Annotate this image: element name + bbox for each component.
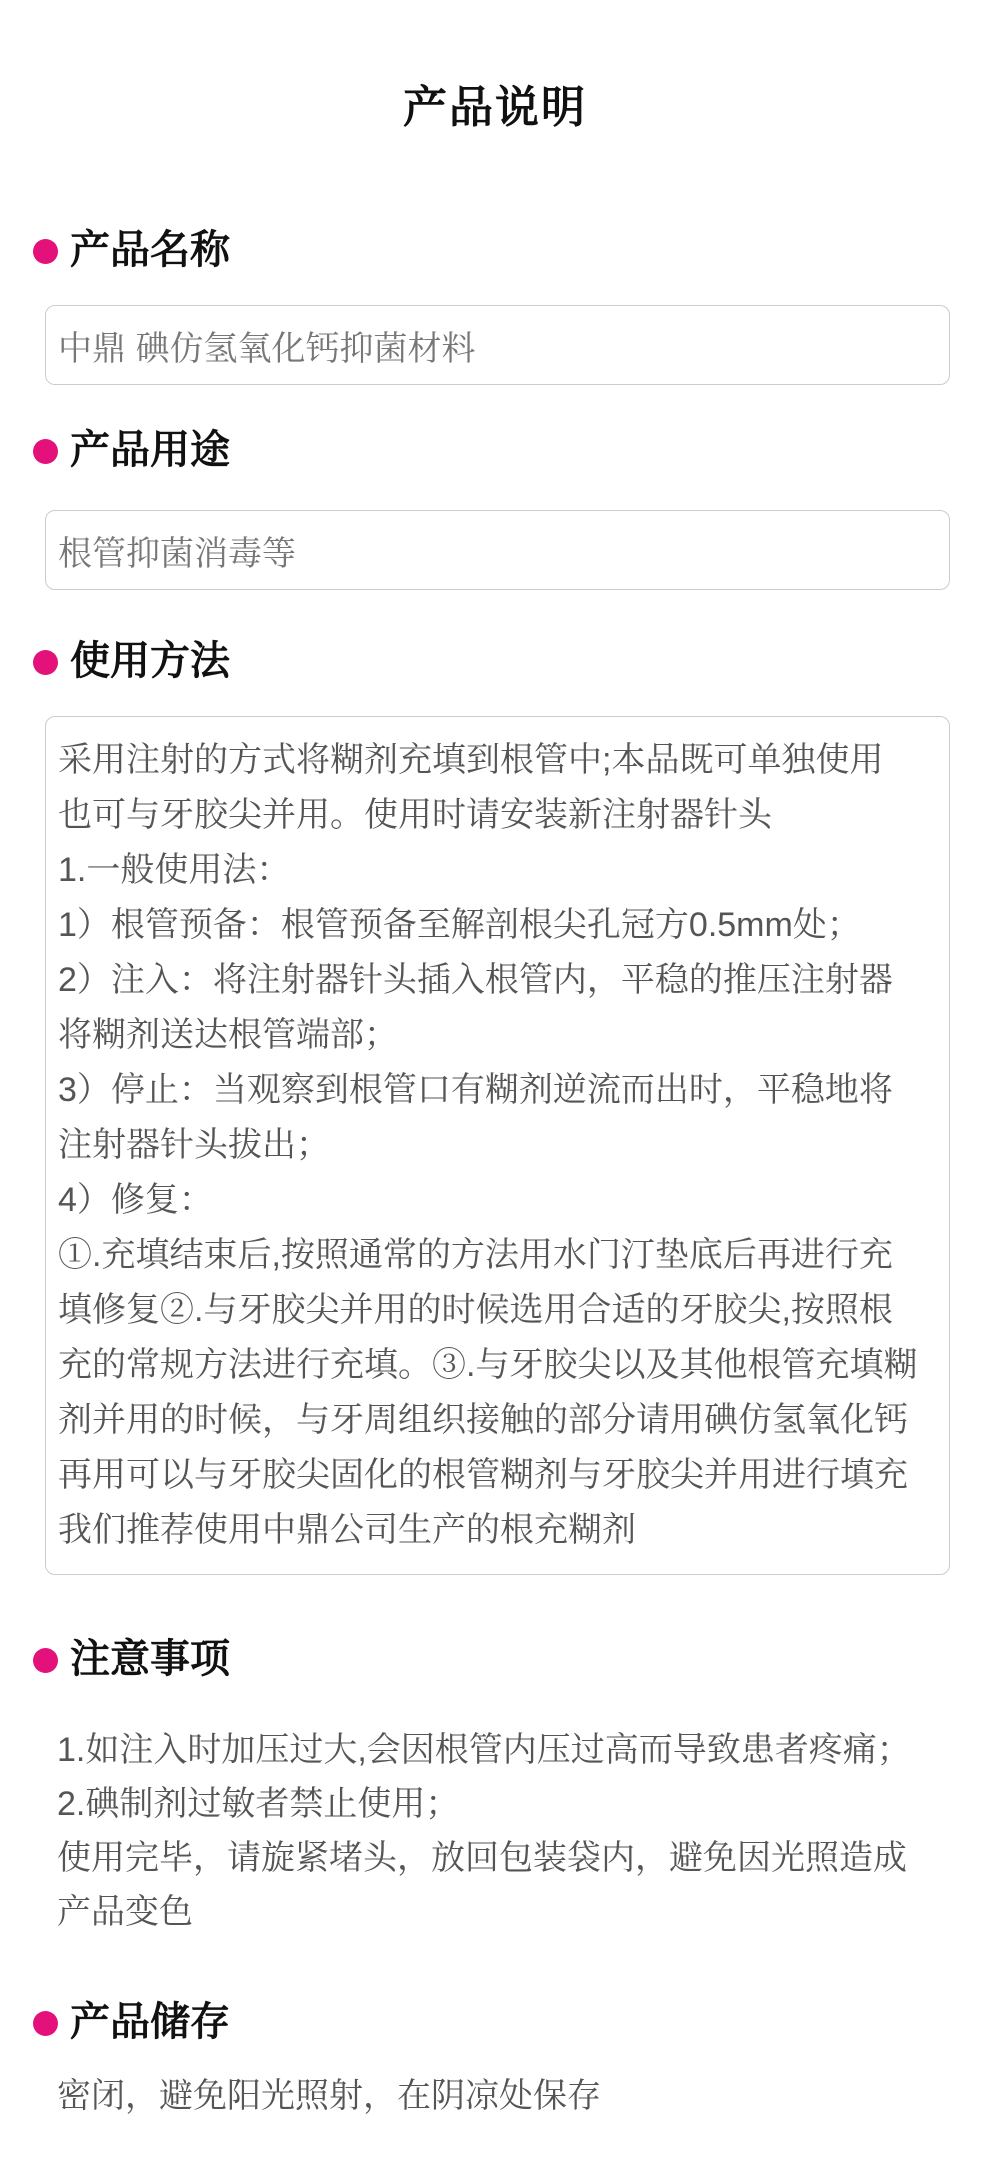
text-line: 2.碘制剂过敏者禁止使用； — [57, 1785, 460, 1823]
section-heading-label: 产品名称 — [70, 228, 230, 272]
text-line: 1）根管预备：根管预备至解剖根尖孔冠方0.5mm处； — [58, 906, 861, 944]
section-heading-product-name — [33, 228, 950, 272]
section-heading-label: 使用方法 — [70, 639, 230, 683]
precautions-text — [45, 1723, 950, 1939]
section-heading-label: 产品用途 — [70, 428, 230, 472]
text-line: 我们推荐使用中鼎公司生产的根充糊剂 — [58, 1511, 636, 1549]
bullet-dot-icon — [33, 439, 58, 464]
text-line: 充的常规方法进行充填。③.与牙胶尖以及其他根管充填糊 — [58, 1346, 918, 1384]
text-line: 采用注射的方式将糊剂充填到根管中;本品既可单独使用 — [58, 741, 884, 779]
page-content — [0, 228, 990, 2123]
page-title: 产品说明 — [403, 83, 587, 132]
product-purpose-value: 根管抑菌消毒等 — [58, 534, 296, 573]
product-name-value: 中鼎 碘仿氢氧化钙抑菌材料 — [58, 329, 476, 368]
text-line: 2）注入：将注射器针头插入根管内，平稳的推压注射器 — [58, 961, 893, 999]
bullet-dot-icon — [33, 2011, 58, 2036]
bullet-dot-icon — [33, 650, 58, 675]
text-line: 再用可以与牙胶尖固化的根管糊剂与牙胶尖并用进行填充 — [58, 1456, 908, 1494]
section-heading-storage — [33, 2000, 950, 2044]
text-line: 密闭，避免阳光照射，在阴凉处保存 — [57, 2077, 601, 2115]
text-line: 剂并用的时候，与牙周组织接触的部分请用碘仿氢氧化钙 — [58, 1401, 908, 1439]
text-line: 将糊剂送达根管端部； — [58, 1016, 398, 1054]
section-heading-precautions — [33, 1637, 950, 1681]
section-heading-label: 注意事项 — [70, 1637, 230, 1681]
text-line: 1.如注入时加压过大,会因根管内压过高而导致患者疼痛； — [57, 1731, 911, 1769]
text-line: 注射器针头拔出； — [58, 1126, 330, 1164]
text-line: 也可与牙胶尖并用。使用时请安装新注射器针头 — [58, 796, 772, 834]
bullet-dot-icon — [33, 1648, 58, 1673]
text-line: 1.一般使用法： — [58, 851, 291, 889]
text-line: ①.充填结束后,按照通常的方法用水门汀垫底后再进行充 — [58, 1236, 893, 1274]
product-purpose-box — [45, 510, 950, 590]
text-line: 3）停止：当观察到根管口有糊剂逆流而出时，平稳地将 — [58, 1071, 893, 1109]
instructions-box — [45, 716, 950, 1575]
section-heading-label: 产品储存 — [70, 2000, 230, 2044]
text-line: 填修复②.与牙胶尖并用的时候选用合适的牙胶尖,按照根 — [58, 1291, 893, 1329]
storage-text — [45, 2069, 950, 2123]
text-line: 4）修复： — [58, 1181, 213, 1219]
product-name-box — [45, 305, 950, 385]
bullet-dot-icon — [33, 239, 58, 264]
section-heading-instructions — [33, 639, 950, 683]
text-line: 产品变色 — [57, 1893, 193, 1931]
text-line: 使用完毕，请旋紧堵头，放回包装袋内，避免因光照造成 — [57, 1839, 907, 1877]
section-heading-product-purpose — [33, 428, 950, 472]
